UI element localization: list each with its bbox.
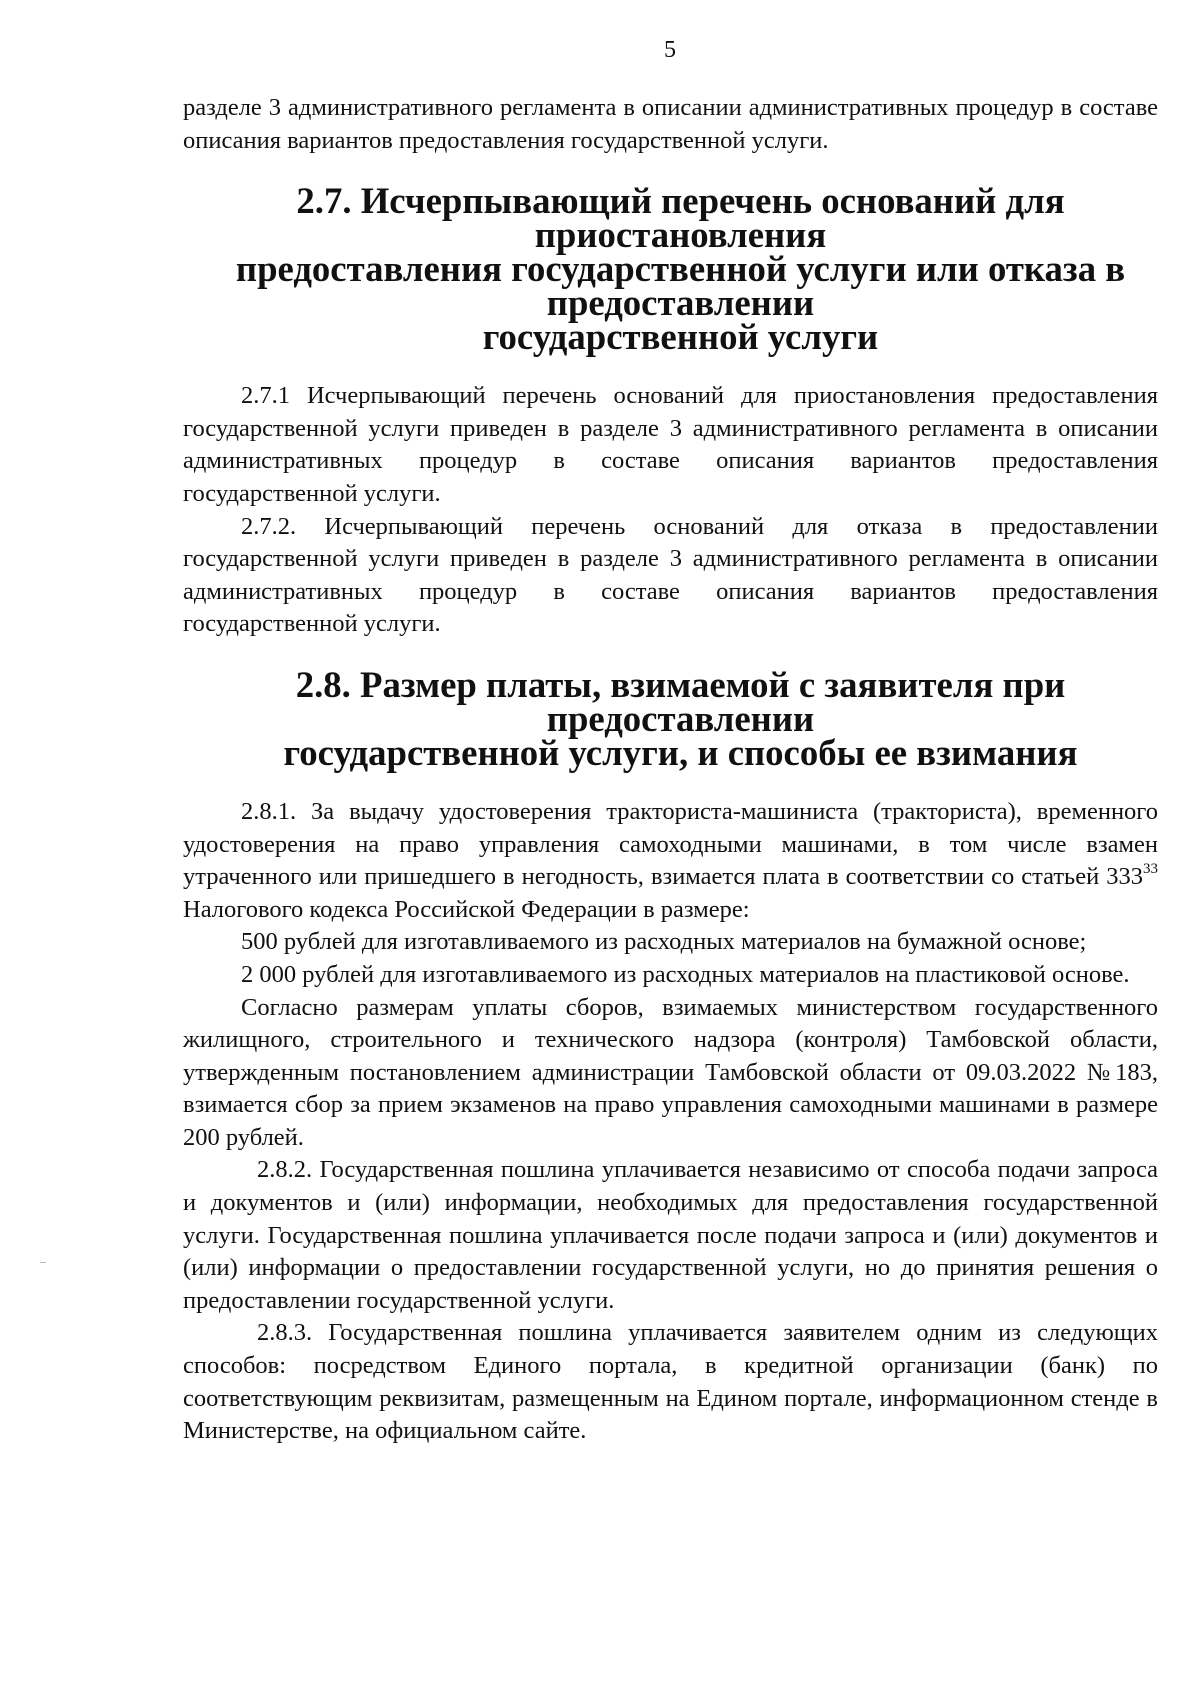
heading-line: 2.8. Размер платы, взимаемой с заявителя при предоставлении [295, 663, 1066, 739]
paragraph-2-7-1: 2.7.1 Исчерпывающий перечень оснований для приостановления предоставления государственной услуги приведен в разделе 3 административного регламента в описании административных процедур в составе описания вариантов предоставления государственной услуги. [183, 382, 1158, 507]
section-2-7-heading [183, 180, 1158, 358]
paragraph-fee-500: 500 рублей для изготавливаемого из расходных материалов на бумажной основе; [241, 928, 1087, 956]
paragraph-2-8-3: 2.8.3. Государственная пошлина уплачивается заявителем одним из следующих способов: посредством Единого портала, в кредитной организации (банк) по соответствующим реквизитам, размещенным на Едином портале, информационном стенде в Министерстве, на официальном сайте. [183, 1319, 1158, 1445]
paragraph-2-8-1-text: 2.8.1. За выдачу удостоверения тракториста-машиниста (тракториста), временного удостоверения на право управления самоходными машинами, в том числе взамен утраченного или пришедшего в негодность, взимается плата в соответствии со статьей 333 [183, 797, 1158, 891]
paragraph-fee-2000: 2 000 рублей для изготавливаемого из расходных материалов на пластиковой основе. [241, 960, 1130, 988]
paragraph-2-7-2: 2.7.2. Исчерпывающий перечень оснований для отказа в предоставлении государственной услуги приведен в разделе 3 административного регламента в описании административных процедур в составе описания вариантов предоставления государственной услуги. [183, 512, 1158, 638]
paragraph-2-8-1 [183, 796, 1158, 926]
heading-line: государственной услуги, и способы ее взимания [283, 731, 1078, 773]
section-2-8-heading [183, 663, 1158, 773]
heading-line: 2.7. Исчерпывающий перечень оснований для приостановления [296, 180, 1065, 256]
paragraph-2-8-1-text-end: Налогового кодекса Российской Федерации в размере: [183, 895, 750, 923]
paragraph-2-8-2: 2.8.2. Государственная пошлина уплачивается независимо от способа подачи запроса и документов и (или) информации, необходимых для предоставления государственной услуги. Государственная пошлина уплачивается после подачи запроса и (или) документов и (или) информации о предоставлении государственной услуги, но до принятия решения о предоставлении государственной услуги. [183, 1156, 1158, 1314]
article-superscript: 33 [1143, 860, 1158, 877]
heading-line: государственной услуги [482, 316, 879, 358]
page-number: 5 [664, 37, 676, 63]
heading-line: предоставления государственной услуги или отказа в предоставлении [235, 248, 1126, 324]
scan-margin-mark [40, 1262, 46, 1263]
intro-paragraph: разделе 3 административного регламента в описании административных процедур в составе описания вариантов предоставления государственной услуги. [183, 94, 1158, 154]
document-body [183, 92, 1158, 1448]
paragraph-exam-fee: Согласно размерам уплаты сборов, взимаемых министерством государственного жилищного, строительного и технического надзора (контроля) Тамбовской области, утвержденным постановлением администрации Тамбовской области от 09.03.2022 №183, взимается сбор за прием экзаменов на право управления самоходными машинами в размере 200 рублей. [183, 993, 1158, 1151]
